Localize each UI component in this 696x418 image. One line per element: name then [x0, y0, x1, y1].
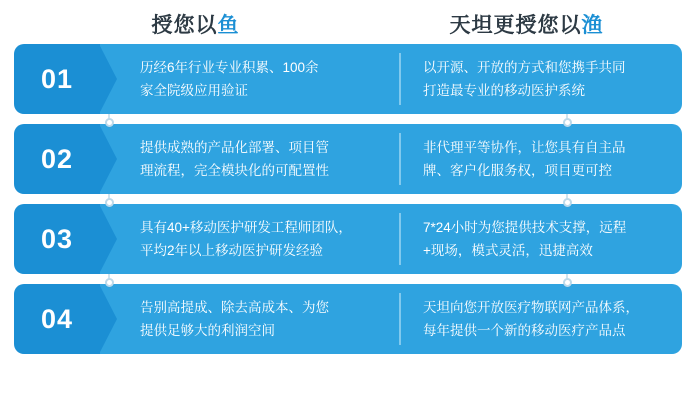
heading-right-accent: 渔: [581, 14, 604, 37]
row-01-left-panel: [100, 44, 399, 114]
row-03-right-line1: 7*24小时为您提供技术支撑，远程: [423, 220, 627, 235]
rows-container: [0, 44, 696, 354]
row-03-right-panel: [401, 204, 682, 274]
row-01-right-panel: [401, 44, 682, 114]
row-02-left-line1: 提供成熟的产品化部署、项目管: [140, 140, 329, 155]
row-04-right-line2: 每年提供一个新的移动医疗产品点: [423, 323, 626, 338]
row-03-left-line1: 具有40+移动医护研发工程师团队，: [140, 220, 352, 235]
row-04: [14, 284, 682, 354]
row-02-left-line2: 理流程，完全模块化的可配置性: [140, 163, 329, 178]
row-02: [14, 124, 682, 194]
row-03-left-panel: [100, 204, 399, 274]
row-02-left-panel: [100, 124, 399, 194]
row-04-left-line1: 告别高提成、除去高成本、为您: [140, 300, 329, 315]
row-number-01: 01: [14, 44, 100, 114]
connector-dot-left-1: [105, 118, 114, 127]
row-01-right-line2: 打造最专业的移动医护系统: [423, 83, 585, 98]
heading-left: [0, 9, 361, 39]
headings-row: [0, 0, 696, 44]
row-01-right-line1: 以开源、开放的方式和您携手共同: [423, 60, 626, 75]
row-04-left-line2: 提供足够大的利润空间: [140, 323, 275, 338]
row-03-right-line2: +现场，模式灵活，迅捷高效: [423, 243, 593, 258]
row-02-right-line2: 牌、客户化服务权，项目更可控: [423, 163, 612, 178]
connector-dot-right-3: [563, 278, 572, 287]
connector-dot-right-1: [563, 118, 572, 127]
row-03-left-line2: 平均2年以上移动医护研发经验: [140, 243, 324, 258]
heading-left-prefix: 授您以: [151, 14, 218, 37]
row-02-right-line1: 非代理平等协作，让您具有自主品: [423, 140, 626, 155]
row-01-left-line2: 家全院级应用验证: [140, 83, 248, 98]
row-02-right-panel: [401, 124, 682, 194]
row-number-02: 02: [14, 124, 100, 194]
heading-right: [361, 9, 696, 39]
row-01-left-line1: 历经6年行业专业积累、100余: [140, 60, 319, 75]
heading-right-prefix: 天坦更授您以: [449, 14, 582, 37]
row-04-right-panel: [401, 284, 682, 354]
connector-dot-left-2: [105, 198, 114, 207]
row-number-03: 03: [14, 204, 100, 274]
row-03: [14, 204, 682, 274]
row-01: [14, 44, 682, 114]
connector-dot-left-3: [105, 278, 114, 287]
row-04-left-panel: [100, 284, 399, 354]
heading-left-accent: 鱼: [217, 14, 240, 37]
row-04-right-line1: 天坦向您开放医疗物联网产品体系，: [423, 300, 639, 315]
connector-dot-right-2: [563, 198, 572, 207]
row-number-04: 04: [14, 284, 100, 354]
